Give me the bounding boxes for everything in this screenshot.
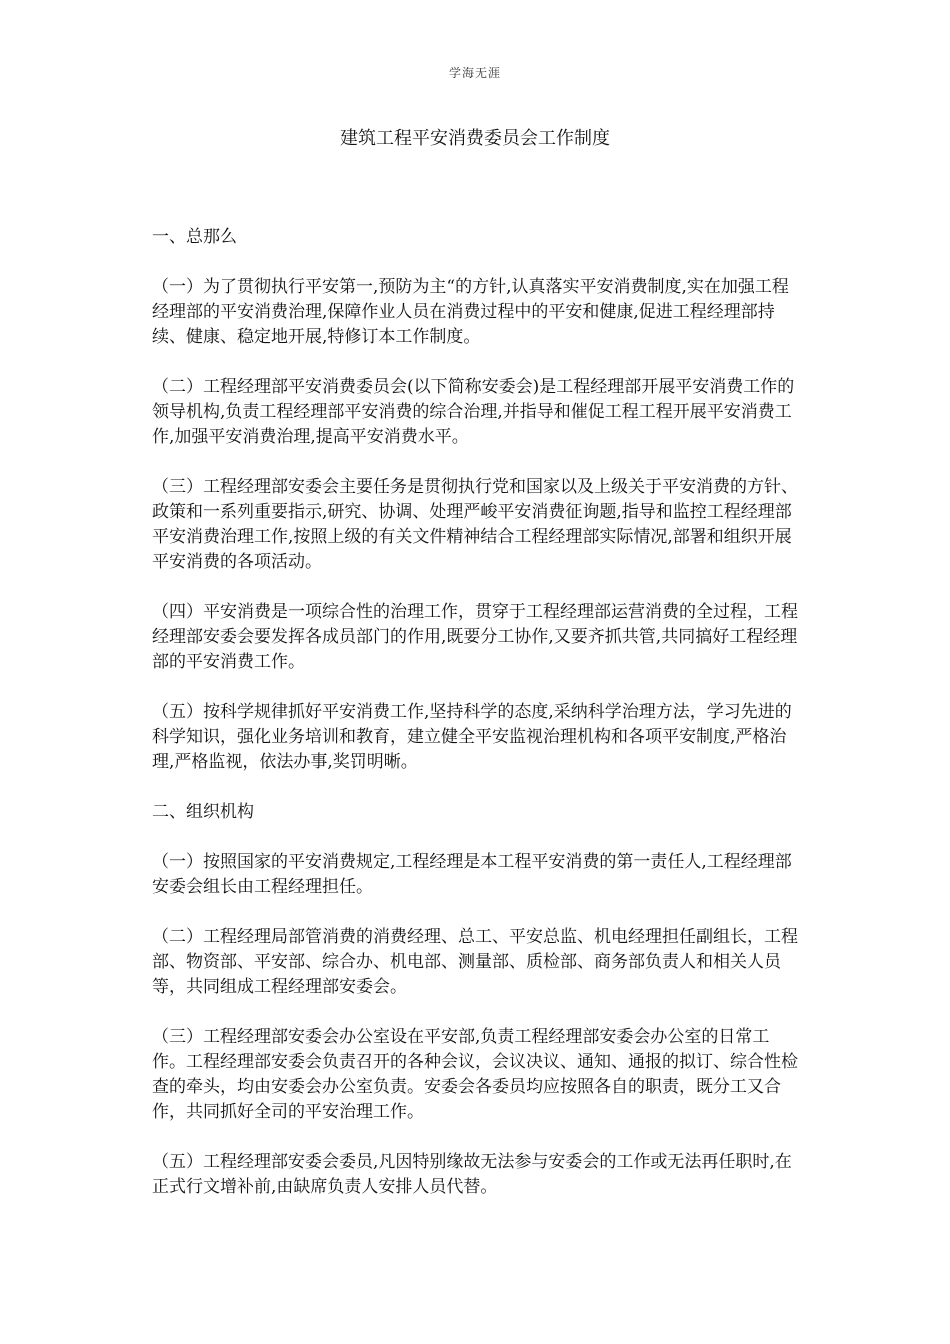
section-heading: 一、总那么 xyxy=(152,227,237,247)
paragraph: （二）工程经理局部管消费的消费经理、总工、平安总监、机电经理担任副组长，工程部、物资部、平安部、综合办、机电部、测量部、质检部、商务部负责人和相关人员等，共同组成工程经理部安委会。 xyxy=(152,927,798,997)
paragraph: （三）工程经理部安委会办公室设在平安部,负责工程经理部安委会办公室的日常工作。工程经理部安委会负责召开的各种会议，会议决议、通知、通报的拟订、综合性检查的牵头，均由安委会办公室负责。安委会各委员均应按照各自的职责，既分工又合作，共同抓好全司的平安治理工作。 xyxy=(152,1027,798,1122)
paragraph: （三）工程经理部安委会主要任务是贯彻执行党和国家以及上级关于平安消费的方针、政策和一系列重要指示,研究、协调、处理严峻平安消费征询题,指导和监控工程经理部平安消费治理工作,按照上级的有关文件精神结合工程经理部实际情况,部署和组织开展平安消费的各项活动。 xyxy=(152,477,798,572)
section-heading: 二、组织机构 xyxy=(152,802,254,822)
paragraph: （一）按照国家的平安消费规定,工程经理是本工程平安消费的第一责任人,工程经理部安委会组长由工程经理担任。 xyxy=(152,852,792,897)
paragraph: （一）为了贯彻执行平安第一,预防为主“的方针,认真落实平安消费制度,实在加强工程经理部的平安消费治理,保障作业人员在消费过程中的平安和健康,促进工程经理部持续、健康、稳定地开展,特修订本工作制度。 xyxy=(152,277,789,347)
paragraph: （五）工程经理部安委会委员,凡因特别缘故无法参与安委会的工作或无法再任职时,在正式行文增补前,由缺席负责人安排人员代替。 xyxy=(152,1152,792,1197)
paragraph: （二）工程经理部平安消费委员会(以下简称安委会)是工程经理部开展平安消费工作的领导机构,负责工程经理部平安消费的综合治理,并指导和催促工程工程开展平安消费工作,加强平安消费治理,提高平安消费水平。 xyxy=(152,377,795,447)
running-header: 学海无涯 xyxy=(448,66,501,80)
document-title: 建筑工程平安消费委员会工作制度 xyxy=(340,128,610,149)
document-body xyxy=(152,225,798,1200)
paragraph: （四）平安消费是一项综合性的治理工作，贯穿于工程经理部运营消费的全过程，工程经理部安委会要发挥各成员部门的作用,既要分工协作,又要齐抓共管,共同搞好工程经理部的平安消费工作。 xyxy=(152,602,798,672)
paragraph: （五）按科学规律抓好平安消费工作,坚持科学的态度,采纳科学治理方法，学习先进的科学知识，强化业务培训和教育，建立健全平安监视治理机构和各项平安制度,严格治理,严格监视，依法办事,奖罚明晰。 xyxy=(152,702,792,772)
